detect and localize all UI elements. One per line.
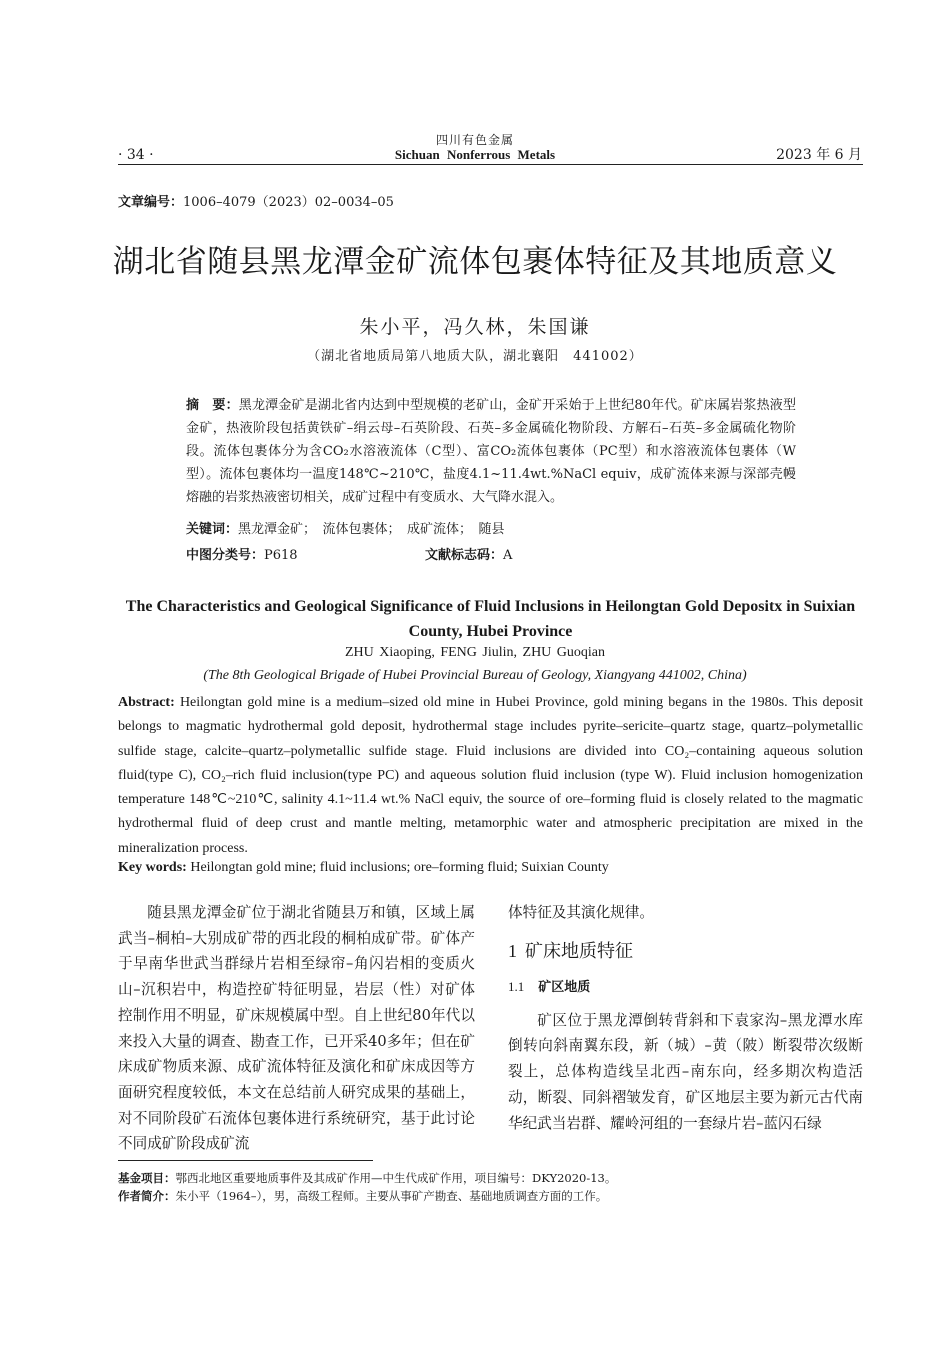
page-number: · 34 ·	[118, 147, 154, 163]
document-code-value: A	[503, 548, 513, 563]
header-rule	[118, 164, 863, 165]
abstract-cn-label: 摘 要：	[186, 398, 239, 413]
article-number	[118, 191, 394, 210]
abstract-cn-text: 黑龙潭金矿是湖北省内达到中型规模的老矿山，金矿开采始于上世纪80年代。矿床属岩浆热液型金矿，热液阶段包括黄铁矿–绢云母–石英阶段、石英–多金属硫化物阶段、方解石–石英–多金属硫化物阶段。流体包裹体分为含CO₂水溶液流体（C型）、富CO₂流体包裹体（PC型）和水溶液流体包裹体（W型）。流体包裹体均一温度148℃~210℃，盐度4.1~11.4wt.%NaCl equiv，成矿流体来源与深部壳幔熔融的岩浆热液密切相关，成矿过程中有变质水、大气降水混入。	[186, 398, 796, 505]
section-1-1-number: 1.1	[508, 978, 525, 994]
affiliation-cn: （湖北省地质局第八地质大队，湖北襄阳 441002）	[307, 349, 643, 364]
section-heading-1-1	[508, 975, 863, 1000]
abstract-en-text: Heilongtan gold mine is a medium–sized old mine in Hubei Province, gold mining begans in the 1980s. This deposit belongs to magmatic hydrothermal gold deposit, hydrothermal stage includes pyrite–sericite–quartz stage, quartz–polymetallic sulfide stage, calcite–quartz–polymetallic sulfide stage. Fluid inclusions are divided into CO₂–containing aqueous solution fluid(type C), CO₂–rich fluid inclusion(type PC) and aqueous solution fluid inclusion (type W). Fluid inclusion homogenization temperature 148℃~210℃, salinity 4.1~11.4 wt.% NaCl equiv, the source of ore–forming fluid is closely related to the magmatic hydrothermal fluid of deep crust and mantle melting, metamorphic water and atmospheric precipitation are mixed in the mineralization process.	[118, 695, 863, 856]
fund-text: 鄂西北地区重要地质事件及其成矿作用—中生代成矿作用，项目编号：DKY2020-13。	[175, 1171, 617, 1185]
body-column-right	[508, 900, 863, 1136]
section-1-1-title: 矿区地质	[538, 979, 591, 995]
page-title-en: The Characteristics and Geological Significance of Fluid Inclusions in Heilongtan Gold Depositx in Suixian County, Hubei Province	[125, 598, 856, 640]
document-code	[425, 544, 512, 563]
keywords-en	[118, 860, 609, 876]
abstract-en-label: Abstract:	[118, 695, 175, 710]
author-bio-footnote	[118, 1188, 607, 1204]
article-number-label: 文章编号：	[118, 194, 184, 209]
footnote-rule	[118, 1160, 373, 1161]
section-1-number: 1	[508, 940, 517, 961]
document-code-label: 文献标志码：	[425, 548, 504, 563]
bio-label: 作者简介：	[118, 1189, 176, 1203]
section-heading-1	[508, 938, 863, 965]
classification-label: 中图分类号：	[186, 548, 265, 563]
abstract-en	[118, 691, 863, 861]
fund-footnote	[118, 1170, 616, 1186]
classification-number	[186, 544, 298, 563]
keywords-en-label: Key words:	[118, 860, 187, 875]
keywords-cn-text: 黑龙潭金矿； 流体包裹体； 成矿流体； 随县	[238, 522, 505, 537]
affiliation-en-text: (The 8th Geological Brigade of Hubei Provincial Bureau of Geology, Xiangyang 441002, China)	[203, 668, 747, 683]
keywords-cn	[186, 518, 505, 537]
abstract-cn	[186, 394, 796, 509]
journal-name-cn: 四川有色金属	[435, 133, 514, 147]
affiliation-en	[0, 668, 950, 684]
classification-value: P618	[264, 548, 298, 563]
issue-date: 2023 年 6 月	[776, 147, 862, 163]
keywords-cn-label: 关键词：	[186, 522, 239, 537]
page-title-cn: 湖北省随县黑龙潭金矿流体包裹体特征及其地质意义	[112, 244, 838, 280]
intro-paragraph-continued: 体特征及其演化规律。	[508, 904, 654, 921]
journal-name-en: Sichuan Nonferrous Metals	[394, 147, 556, 162]
geology-paragraph: 矿区位于黑龙潭倒转背斜和下袁家沟–黑龙潭水库倒转向斜南翼东段，新（城）–黄（陂）断裂带次级断裂上，总体构造线呈北西–南东向，经多期次构造活动，断裂、同斜褶皱发育，矿区地层主要为新元古代南华纪武当岩群、耀岭河组的一套绿片岩–蓝闪石绿	[508, 1011, 863, 1132]
body-column-left	[118, 900, 475, 1157]
bio-text: 朱小平（1964–），男，高级工程师。主要从事矿产勘查、基础地质调查方面的工作。	[175, 1189, 608, 1203]
authors-en: ZHU Xiaoping, FENG Jiulin, ZHU Guoqian	[344, 645, 606, 660]
fund-label: 基金项目：	[118, 1171, 176, 1185]
section-1-title: 矿床地质特征	[525, 940, 633, 962]
article-number-value: 1006–4079（2023）02–0034–05	[183, 195, 394, 210]
intro-paragraph: 随县黑龙潭金矿位于湖北省随县万和镇，区域上属武当–桐柏–大别成矿带的西北段的桐柏成矿带。矿体产于早南华世武当群绿片岩相至绿帘–角闪岩相的变质火山–沉积岩中，构造控矿特征明显，岩层（性）对矿体控制作用不明显，矿床规模属中型。自上世纪80年代以来投入大量的调查、勘查工作，已开采40多年；但在矿床成矿物质来源、成矿流体特征及演化和矿床成因等方面研究程度较低，本文在总结前人研究成果的基础上，对不同阶段矿石流体包裹体进行系统研究，基于此讨论不同成矿阶段成矿流	[118, 904, 475, 1153]
authors-cn: 朱小平，冯久林，朱国谦	[359, 316, 591, 338]
keywords-en-text: Heilongtan gold mine; fluid inclusions; ore–forming fluid; Suixian County	[190, 860, 609, 875]
